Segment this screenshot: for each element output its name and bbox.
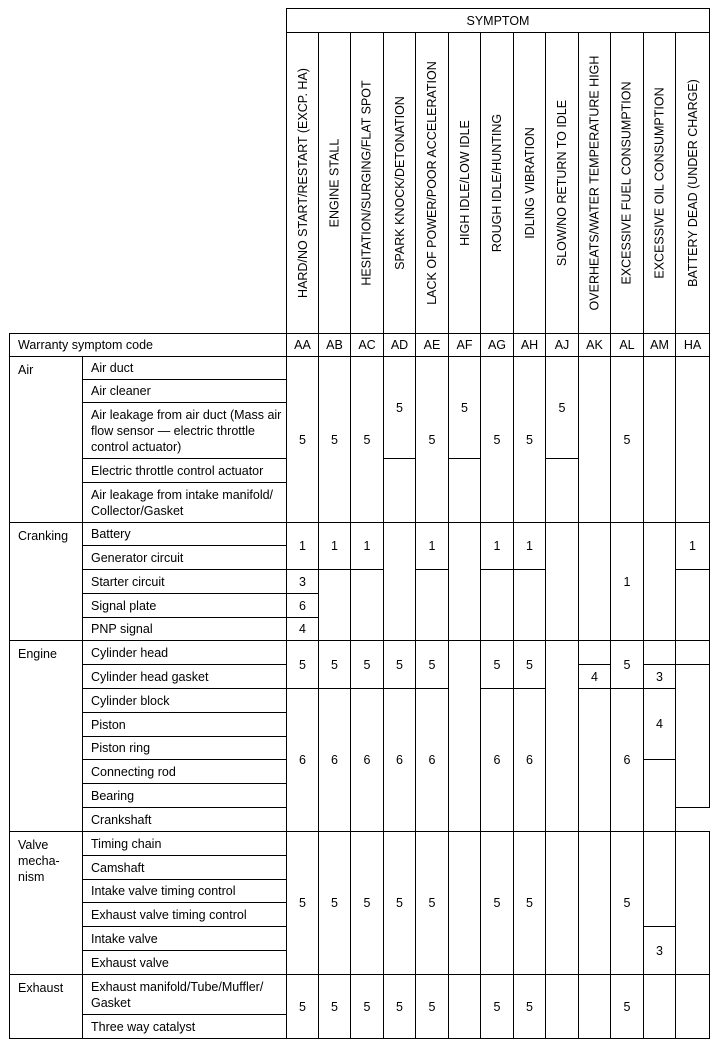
group-air: Air (10, 357, 83, 523)
group-cranking: Cranking (10, 523, 83, 641)
value-cell-empty (644, 760, 676, 832)
item-camshaft: Camshaft (83, 856, 287, 880)
item-air-leak-manifold: Air leakage from intake manifold/ Collector/Gasket (83, 483, 287, 523)
symptom-high-low-idle: HIGH IDLE/LOW IDLE (449, 33, 481, 334)
code-cell: AL (611, 334, 644, 357)
item-cylinder-head: Cylinder head (83, 641, 287, 665)
code-cell: AK (579, 334, 611, 357)
value-cell: 6 (287, 594, 319, 618)
item-signal-plate: Signal plate (83, 594, 287, 618)
value-cell: 1 (481, 523, 514, 570)
item-exhaust-valve: Exhaust valve (83, 951, 287, 975)
symptom-battery-dead: BATTERY DEAD (UNDER CHARGE) (676, 33, 710, 334)
value-cell: 5 (351, 832, 384, 975)
group-valve-mechanism: Valve mecha- nism (10, 832, 83, 975)
value-cell: 1 (416, 523, 449, 570)
code-cell: AE (416, 334, 449, 357)
value-cell: 6 (384, 689, 416, 832)
value-cell: 5 (514, 975, 546, 1039)
value-cell-empty (546, 459, 579, 523)
code-cell: AJ (546, 334, 579, 357)
value-cell-empty (676, 665, 710, 808)
value-cell-empty (644, 641, 676, 665)
symptom-overheats: OVERHEATS/WATER TEMPERATURE HIGH (579, 33, 611, 334)
value-cell: 1 (676, 523, 710, 570)
value-cell: 6 (351, 689, 384, 832)
code-cell: AA (287, 334, 319, 357)
code-cell: AH (514, 334, 546, 357)
value-cell: 6 (416, 689, 449, 832)
value-cell-empty (546, 641, 579, 832)
value-cell-empty (579, 689, 611, 832)
value-cell: 5 (514, 641, 546, 689)
symptom-excess-oil: EXCESSIVE OIL CONSUMPTION (644, 33, 676, 334)
code-cell: AD (384, 334, 416, 357)
symptom-engine-stall: ENGINE STALL (319, 33, 351, 334)
value-cell-empty (449, 459, 481, 523)
value-cell: 5 (416, 832, 449, 975)
symptom-slow-return: SLOW/NO RETURN TO IDLE (546, 33, 579, 334)
item-pnp-signal: PNP signal (83, 618, 287, 641)
value-cell: 3 (644, 665, 676, 689)
value-cell: 5 (287, 357, 319, 523)
value-cell: 5 (416, 641, 449, 689)
value-cell: 5 (449, 357, 481, 459)
value-cell: 1 (351, 523, 384, 570)
value-cell: 5 (287, 975, 319, 1039)
value-cell: 5 (287, 641, 319, 689)
symptom-hard-start: HARD/NO START/RESTART (EXCP. HA) (287, 33, 319, 334)
item-intake-valve-timing: Intake valve timing control (83, 880, 287, 903)
item-exhaust-manifold: Exhaust manifold/Tube/Muffler/ Gasket (83, 975, 287, 1015)
value-cell-empty (514, 570, 546, 641)
value-cell: 5 (481, 975, 514, 1039)
code-cell: AG (481, 334, 514, 357)
value-cell: 5 (384, 975, 416, 1039)
symptom-lack-of-power: LACK OF POWER/POOR ACCELERATION (416, 33, 449, 334)
value-cell: 5 (287, 832, 319, 975)
value-cell-empty (384, 523, 416, 641)
item-intake-valve: Intake valve (83, 927, 287, 951)
value-cell: 5 (514, 832, 546, 975)
value-cell-empty (579, 832, 611, 975)
item-generator: Generator circuit (83, 546, 287, 570)
item-piston-ring: Piston ring (83, 737, 287, 760)
symptom-title: SYMPTOM (287, 9, 710, 33)
value-cell-empty (676, 975, 710, 1039)
value-cell: 6 (481, 689, 514, 832)
value-cell: 4 (579, 665, 611, 689)
item-cylinder-head-gasket: Cylinder head gasket (83, 665, 287, 689)
value-cell-empty (676, 832, 710, 975)
value-cell-empty (676, 357, 710, 523)
value-cell: 5 (319, 975, 351, 1039)
value-cell: 6 (287, 689, 319, 832)
value-cell: 4 (287, 618, 319, 641)
item-crankshaft: Crankshaft (83, 808, 287, 832)
code-cell: AC (351, 334, 384, 357)
value-cell: 5 (384, 641, 416, 689)
value-cell: 5 (351, 641, 384, 689)
value-cell: 5 (611, 357, 644, 523)
item-battery: Battery (83, 523, 287, 546)
value-cell: 1 (287, 523, 319, 570)
value-cell: 5 (319, 832, 351, 975)
value-cell: 5 (384, 832, 416, 975)
value-cell: 5 (611, 832, 644, 975)
code-cell: AM (644, 334, 676, 357)
item-starter: Starter circuit (83, 570, 287, 594)
value-cell: 5 (481, 357, 514, 523)
symptom-rough-idle: ROUGH IDLE/HUNTING (481, 33, 514, 334)
value-cell: 1 (514, 523, 546, 570)
value-cell-empty (416, 570, 449, 641)
symptom-spark-knock: SPARK KNOCK/DETONATION (384, 33, 416, 334)
value-cell-empty (644, 357, 676, 523)
value-cell: 3 (644, 927, 676, 975)
value-cell-empty (676, 570, 710, 641)
value-cell: 5 (611, 641, 644, 689)
group-exhaust: Exhaust (10, 975, 83, 1039)
value-cell-empty (384, 459, 416, 523)
value-cell: 5 (351, 975, 384, 1039)
warranty-code-label: Warranty symptom code (10, 334, 287, 357)
item-air-leak-duct: Air leakage from air duct (Mass air flow sensor — electric throttle control actuator) (83, 403, 287, 459)
value-cell-empty (449, 975, 481, 1039)
item-piston: Piston (83, 713, 287, 737)
value-cell: 1 (611, 523, 644, 641)
item-cylinder-block: Cylinder block (83, 689, 287, 713)
value-cell: 5 (319, 641, 351, 689)
value-cell: 5 (514, 357, 546, 523)
code-cell: HA (676, 334, 710, 357)
value-cell: 5 (611, 975, 644, 1039)
value-cell: 4 (644, 689, 676, 760)
value-cell-empty (546, 832, 579, 975)
symptom-excess-fuel: EXCESSIVE FUEL CONSUMPTION (611, 33, 644, 334)
value-cell: 6 (611, 689, 644, 832)
value-cell-empty (676, 641, 710, 665)
value-cell-empty (449, 523, 481, 641)
code-cell: AF (449, 334, 481, 357)
item-exhaust-valve-timing: Exhaust valve timing control (83, 903, 287, 927)
item-three-way-catalyst: Three way catalyst (83, 1015, 287, 1039)
value-cell-empty (449, 641, 481, 832)
value-cell: 3 (287, 570, 319, 594)
value-cell: 5 (416, 975, 449, 1039)
value-cell-empty (319, 570, 351, 641)
corner-blank (10, 9, 287, 334)
value-cell-empty (644, 832, 676, 927)
value-cell: 5 (384, 357, 416, 459)
value-cell-empty (546, 523, 579, 641)
item-connecting-rod: Connecting rod (83, 760, 287, 784)
value-cell: 1 (319, 523, 351, 570)
value-cell: 5 (546, 357, 579, 459)
value-cell-empty (449, 832, 481, 975)
code-cell: AB (319, 334, 351, 357)
value-cell-empty (644, 975, 676, 1039)
symptom-table (9, 8, 710, 1039)
value-cell-empty (579, 357, 611, 523)
value-cell: 5 (481, 641, 514, 689)
value-cell-empty (546, 975, 579, 1039)
value-cell-empty (351, 570, 384, 641)
value-cell: 6 (514, 689, 546, 832)
value-cell-empty (481, 570, 514, 641)
value-cell: 6 (319, 689, 351, 832)
value-cell-empty (579, 641, 611, 665)
value-cell-empty (579, 975, 611, 1039)
value-cell-empty (644, 523, 676, 641)
item-bearing: Bearing (83, 784, 287, 808)
value-cell: 5 (481, 832, 514, 975)
symptom-idling-vibration: IDLING VIBRATION (514, 33, 546, 334)
item-timing-chain: Timing chain (83, 832, 287, 856)
value-cell: 5 (319, 357, 351, 523)
item-etc-actuator: Electric throttle control actuator (83, 459, 287, 483)
value-cell: 5 (351, 357, 384, 523)
item-air-cleaner: Air cleaner (83, 380, 287, 403)
item-air-duct: Air duct (83, 357, 287, 380)
symptom-hesitation: HESITATION/SURGING/FLAT SPOT (351, 33, 384, 334)
value-cell: 5 (416, 357, 449, 523)
value-cell-empty (579, 523, 611, 641)
group-engine: Engine (10, 641, 83, 832)
